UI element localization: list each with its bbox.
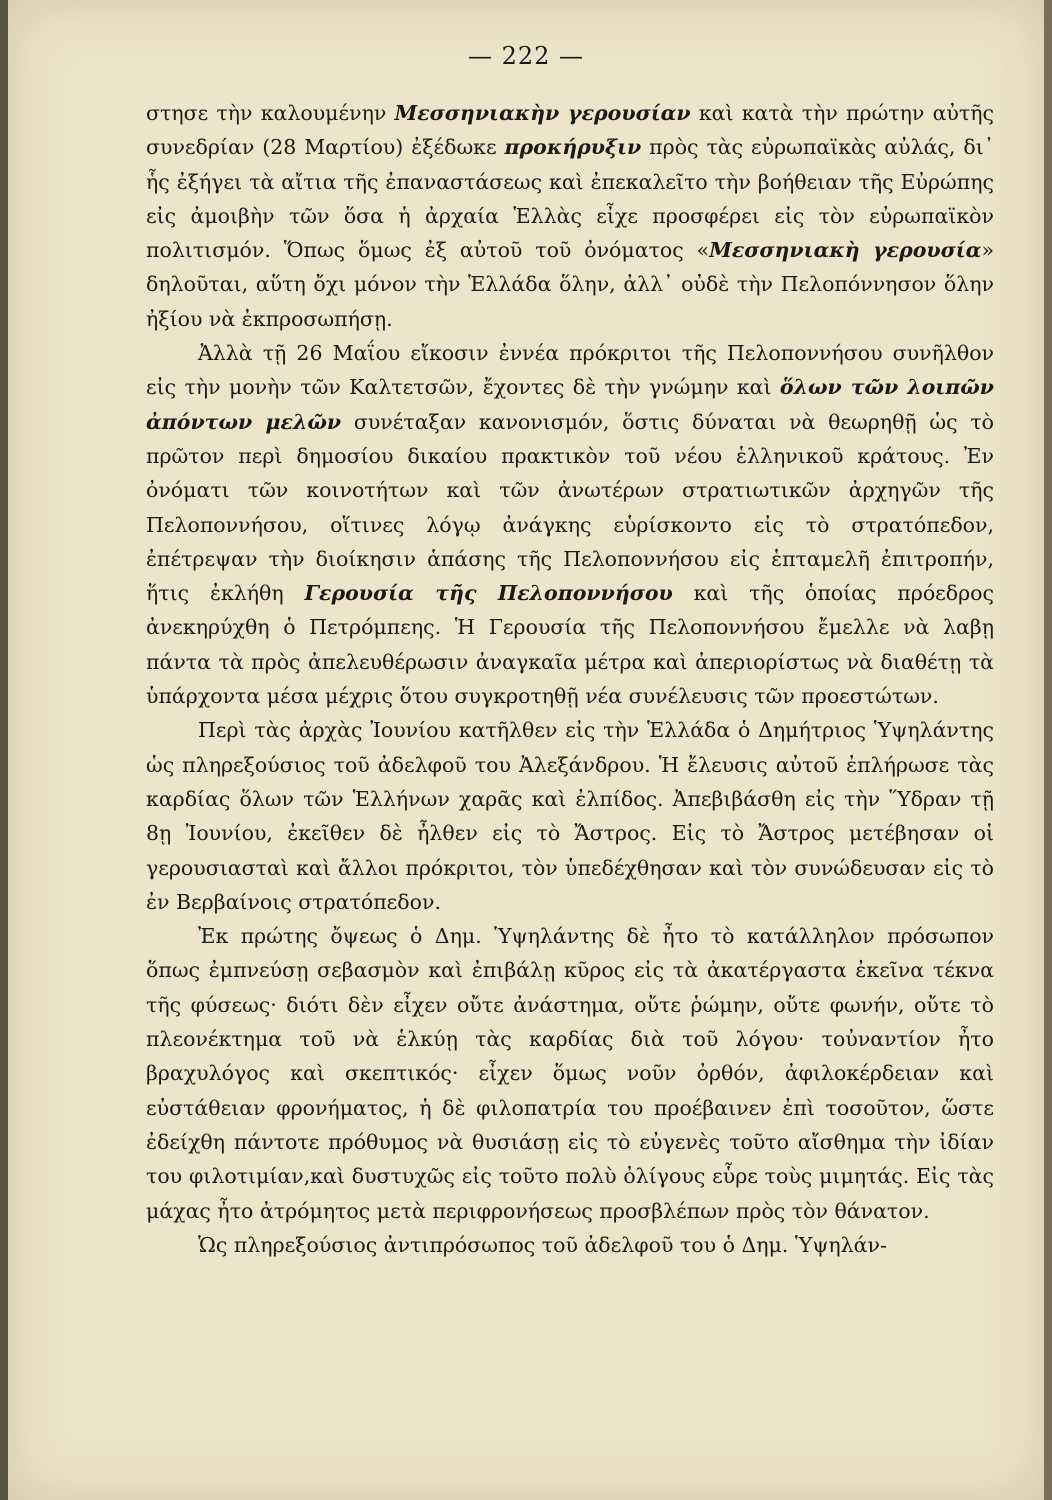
paragraph-5 (146, 1228, 994, 1262)
paragraph-3 (146, 713, 994, 919)
paragraph-1 (146, 96, 994, 336)
emphasis-absent-members: ὅλων τῶν λοιπῶν ἀπόντων μελῶν (146, 375, 994, 434)
text-span: στησε τὴν καλουμένην (146, 101, 395, 125)
text-span: » δηλοῦται, αὕτη ὄχι μόνον τὴν Ἑλλάδα ὅλην, ἀλλ᾿ οὐδὲ τὴν Πελοπόννησον ὅλην ἠξίου νὰ ἐκπροσωπήσῃ. (146, 238, 994, 331)
page-edge-shadow (1044, 0, 1052, 1500)
text-span: Ἀλλὰ τῇ 26 Μαΐου εἴκοσιν ἐννέα πρόκριτοι τῆς Πελοποννήσου συνῆλθον εἰς τὴν μονὴν τῶν Καλτετσῶν, ἔχοντες δὲ τὴν γνώμην καὶ (146, 341, 994, 400)
text-span: καὶ τῆς ὁποίας πρόεδρος ἀνεκηρύχθη ὁ Πετρόμπεης. Ἡ Γερουσία τῆς Πελοποννήσου ἔμελλε νὰ λαβῃ πάντα τὰ πρὸς ἀπελευθέρωσιν ἀναγκαῖα μέτρα καὶ ἀπεριορίστως νὰ διαθέτῃ τὰ ὑπάρχοντα μέσα μέχρις ὅτου συγκροτηθῇ νέα συνέλευσις τῶν προεστώτων. (146, 581, 995, 709)
emphasis-messinian-senate: Μεσσηνιακὴν γερουσίαν (394, 101, 691, 125)
text-span: πρὸς τὰς εὐρωπαϊκὰς αὐλάς, δι᾿ ἧς ἐξήγει τὰ αἴτια τῆς ἐπαναστάσεως καὶ ἐπεκαλεῖτο τὴν βοήθειαν τῆς Εὐρώπης εἰς ἀμοιβὴν τῶν ὅσα ἡ ἀρχαία Ἑλλὰς εἶχε προσφέρει εἰς τὸν εὐρωπαϊκὸν πολιτισμόν. Ὅπως ὅμως ἐξ αὐτοῦ τοῦ ὀνόματος « (146, 135, 994, 263)
emphasis-proclamation: προκήρυξιν (504, 135, 642, 160)
body-text (146, 96, 994, 1262)
text-span: Ὡς πληρεξούσιος ἀντιπρόσωπος τοῦ ἀδελφοῦ του ὁ Δημ. Ὑψηλάν- (198, 1232, 887, 1257)
text-span: Περὶ τὰς ἀρχὰς Ἰουνίου κατῆλθεν εἰς τὴν Ἑλλάδα ὁ Δημήτριος Ὑψηλάντης ὡς πληρεξούσιος τοῦ ἀδελφοῦ του Ἀλεξάνδρου. Ἡ ἔλευσις αὐτοῦ ἐπλήρωσε τὰς καρδίας ὅλων τῶν Ἑλλήνων χαρᾶς καὶ ἐλπίδος. Ἀπεβιβάσθη εἰς τὴν Ὕδραν τῇ 8ῃ Ἰουνίου, ἐκεῖθεν δὲ ἦλθεν εἰς τὸ Ἄστρος. Εἰς τὸ Ἄστρος μετέβησαν οἱ γερουσιασταὶ καὶ ἄλλοι πρόκριτοι, τὸν ὑπεδέχθησαν καὶ τὸν συνώδευσαν εἰς τὸ ἐν Βερβαίνοις στρατόπεδον. (146, 718, 994, 914)
text-span: Ἐκ πρώτης ὄψεως ὁ Δημ. Ὑψηλάντης δὲ ἦτο τὸ κατάλληλον πρόσωπον ὅπως ἐμπνεύσῃ σεβασμὸν καὶ ἐπιβάλῃ κῦρος εἰς τὰ ἀκατέργαστα ἐκεῖνα τέκνα τῆς φύσεως· διότι δὲν εἶχεν οὔτε ἀνάστημα, οὔτε ῥώμην, οὔτε φωνήν, οὔτε τὸ πλεονέκτημα τοῦ νὰ ἑλκύῃ τὰς καρδίας διὰ τοῦ λόγου· τοὐναντίον ἦτο βραχυλόγος καὶ σκεπτικός· εἶχεν ὅμως νοῦν ὀρθόν, ἀφιλοκέρδειαν καὶ εὐστάθειαν φρονήματος, ἡ δὲ φιλοπατρία του προέβαινεν ἐπὶ τοσοῦτον, ὥστε ἐδείχθη πάντοτε πρόθυμος νὰ θυσιάσῃ εἰς τὸ εὐγενὲς τοῦτο αἴσθημα τὴν ἰδίαν του φιλοτιμίαν,καὶ δυστυχῶς εἰς τοῦτο πολὺ ὀλίγους εὗρε τοὺς μιμητάς. Εἰς τὰς μάχας ἦτο ἀτρόμητος μετὰ περιφρονήσεως προσβλέπων πρὸς τὸν θάνατον. (146, 924, 994, 1223)
book-spine-shadow (0, 0, 8, 1500)
text-span: συνέταξαν κανονισμόν, ὅστις δύναται νὰ θεωρηθῇ ὡς τὸ πρῶτον περὶ δημοσίου δικαίου πρακτικὸν τοῦ νέου ἑλληνικοῦ κράτους. Ἐν ὀνόματι τῶν κοινοτήτων καὶ τῶν ἀνωτέρων στρατιωτικῶν ἀρχηγῶν τῆς Πελοποννήσου, οἵτινες λόγῳ ἀνάγκης εὑρίσκοντο εἰς τὸ στρατόπεδον, ἐπέτρεψαν τὴν διοίκησιν ἁπάσης τῆς Πελοποννήσου εἰς ἑπταμελῆ ἐπιτροπήν, ἥτις ἐκλήθη (146, 409, 994, 606)
page-number: — 222 — (467, 42, 585, 70)
text-span: καὶ κατὰ τὴν πρώτην αὐτῆς συνεδρίαν (28 Μαρτίου) ἐξέδωκε (146, 101, 994, 160)
paragraph-4 (146, 919, 994, 1228)
emphasis-messinian-senate-quote: Μεσσηνιακὴ γερουσία (709, 238, 982, 263)
emphasis-peloponnese-senate: Γερουσία τῆς Πελοποννήσου (304, 581, 673, 606)
paragraph-2 (146, 336, 994, 713)
